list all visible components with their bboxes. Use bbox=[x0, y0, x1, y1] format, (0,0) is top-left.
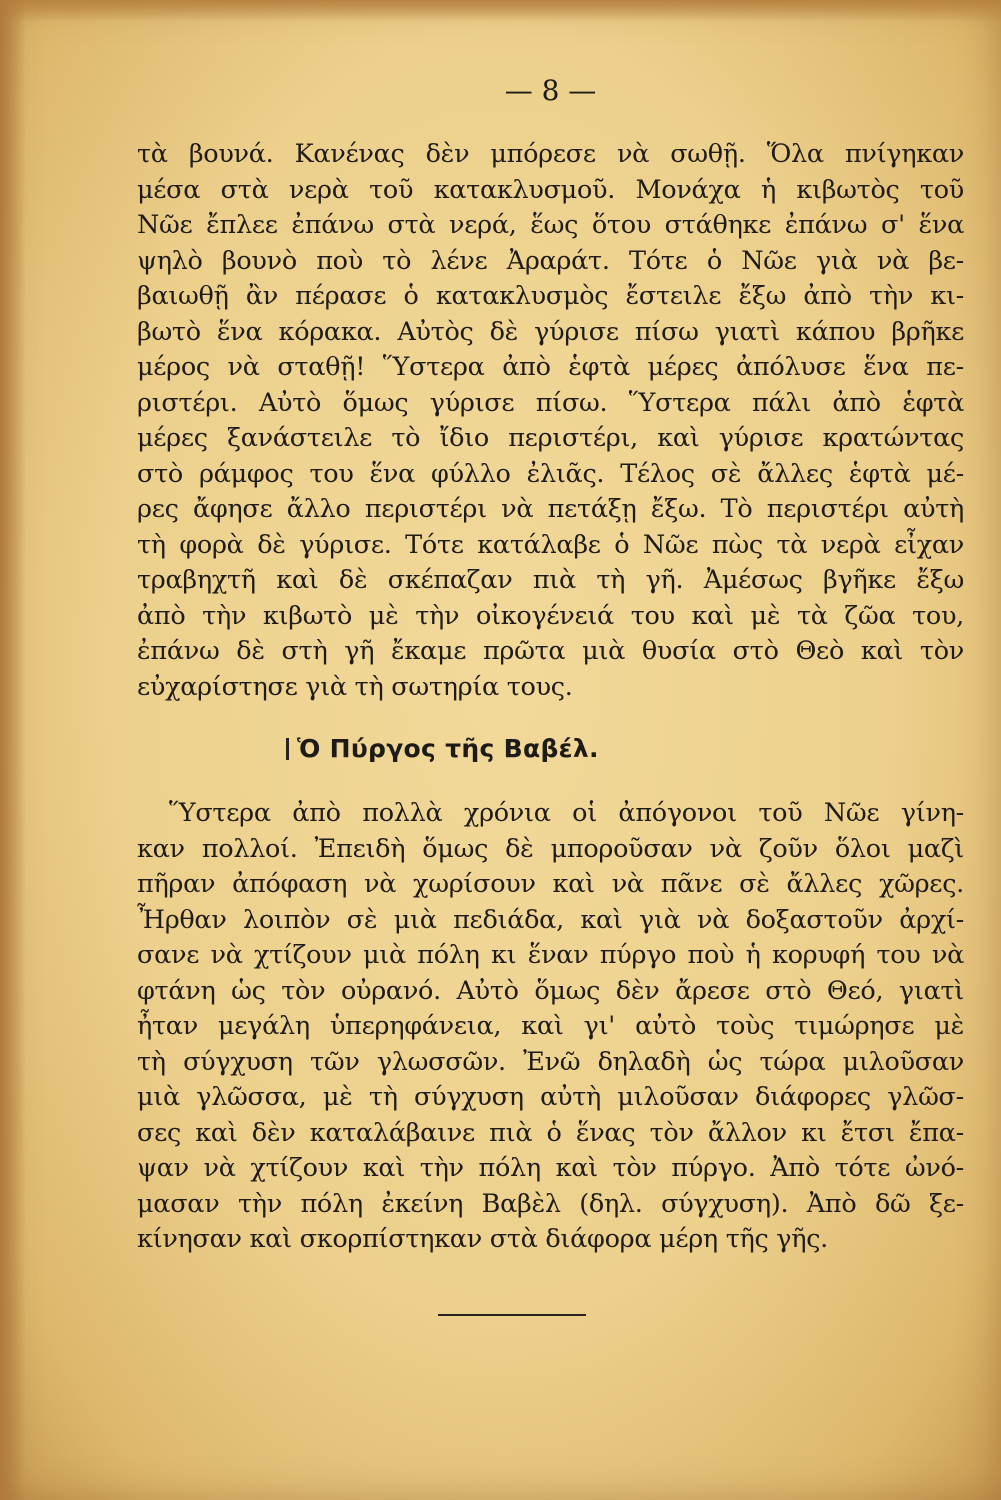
page-top-edge bbox=[0, 0, 1001, 22]
end-rule-divider bbox=[438, 1314, 586, 1316]
text-line: ἐπάνω δὲ στὴ γῆ ἔκαμε πρῶτα μιὰ θυσία στὸ Θεὸ καὶ τὸν bbox=[137, 636, 964, 666]
margin-mark bbox=[286, 738, 289, 760]
text-line: τραβηχτῆ καὶ δὲ σκέπαζαν πιὰ τὴ γῆ. Ἀμέσως βγῆκε ἔξω bbox=[137, 565, 964, 595]
page-number: — 8 — bbox=[504, 74, 597, 107]
text-line: μέρες ξανάστειλε τὸ ἴδιο περιστέρι, καὶ γύρισε κρατώντας bbox=[137, 423, 964, 453]
text-line: σανε νὰ χτίζουν μιὰ πόλη κι ἕναν πύργο ποὺ ἡ κορυφή του νὰ bbox=[137, 940, 964, 970]
text-line: εὐχαρίστησε γιὰ τὴ σωτηρία τους. bbox=[137, 671, 573, 702]
text-line: ἀπὸ τὴν κιβωτὸ μὲ τὴν οἰκογένειά του καὶ μὲ τὰ ζῶα του, bbox=[137, 600, 964, 631]
page-left-edge bbox=[0, 0, 26, 1500]
text-line: βαιωθῇ ἂν πέρασε ὁ κατακλυσμὸς ἔστειλε ἔξω ἀπὸ τὴν κι- bbox=[137, 281, 964, 311]
section-title: Ὁ Πύργος τῆς Βαβέλ. bbox=[297, 734, 599, 763]
text-line: μέσα στὰ νερὰ τοῦ κατακλυσμοῦ. Μονάχα ἡ κιβωτὸς τοῦ bbox=[137, 174, 964, 205]
text-line: ριστέρι. Αὐτὸ ὅμως γύρισε πίσω. Ὕστερα πάλι ἀπὸ ἑφτὰ bbox=[137, 387, 964, 418]
text-line: καν πολλοί. Ἐπειδὴ ὅμως δὲ μποροῦσαν νὰ ζοῦν ὅλοι μαζὶ bbox=[137, 833, 964, 864]
text-line: μέρος νὰ σταθῇ! Ὕστερα ἀπὸ ἑφτὰ μέρες ἀπόλυσε ἕνα πε- bbox=[137, 352, 964, 382]
text-line: στὸ ράμφος του ἕνα φύλλο ἐλιᾶς. Τέλος σὲ ἄλλες ἑφτὰ μέ- bbox=[137, 458, 964, 489]
text-line: κίνησαν καὶ σκορπίστηκαν στὰ διάφορα μέρη τῆς γῆς. bbox=[137, 1224, 828, 1254]
paragraph-babel-story bbox=[137, 796, 964, 1258]
text-line: ἦταν μεγάλη ὑπερηφάνεια, καὶ γι' αὐτὸ τοὺς τιμώρησε μὲ bbox=[137, 1011, 964, 1041]
text-line: ρες ἄφησε ἄλλο περιστέρι νὰ πετάξῃ ἔξω. Τὸ περιστέρι αὐτὴ bbox=[137, 494, 964, 524]
text-line: φτάνη ὡς τὸν οὐρανό. Αὐτὸ ὅμως δὲν ἄρεσε στὸ Θεό, γιατὶ bbox=[137, 975, 964, 1006]
text-line: σες καὶ δὲν καταλάβαινε πιὰ ὁ ἕνας τὸν ἄλλον κι ἔτσι ἔπα- bbox=[137, 1117, 964, 1148]
text-line: τὴ σύγχυση τῶν γλωσσῶν. Ἐνῶ δηλαδὴ ὡς τώρα μιλοῦσαν bbox=[137, 1046, 964, 1077]
text-line: Ὕστερα ἀπὸ πολλὰ χρόνια οἱ ἀπόγονοι τοῦ Νῶε γίνη- bbox=[169, 798, 964, 828]
text-line: ψαν νὰ χτίζουν καὶ τὴν πόλη καὶ τὸν πύργο. Ἀπὸ τότε ὠνό- bbox=[137, 1153, 964, 1183]
text-line: πῆραν ἀπόφαση νὰ χωρίσουν καὶ νὰ πᾶνε σὲ ἄλλες χῶρες. bbox=[137, 869, 964, 899]
text-line: Νῶε ἔπλεε ἐπάνω στὰ νερά, ἕως ὅτου στάθηκε ἐπάνω σ' ἕνα bbox=[137, 210, 964, 240]
text-line: τὰ βουνά. Κανένας δὲν μπόρεσε νὰ σωθῇ. Ὅλα πνίγηκαν bbox=[137, 139, 964, 169]
text-line: μιὰ γλῶσσα, μὲ τὴ σύγχυση αὐτὴ μιλοῦσαν διάφορες γλῶσ- bbox=[137, 1082, 964, 1112]
section-heading-tower-of-babel bbox=[286, 734, 599, 763]
text-line: ψηλὸ βουνὸ ποὺ τὸ λένε Ἀραράτ. Τότε ὁ Νῶε γιὰ νὰ βε- bbox=[137, 245, 964, 276]
paragraph-flood-story bbox=[137, 137, 964, 705]
text-line: βωτὸ ἕνα κόρακα. Αὐτὸς δὲ γύρισε πίσω γιατὶ κάπου βρῆκε bbox=[137, 316, 964, 347]
text-line: Ἦρθαν λοιπὸν σὲ μιὰ πεδιάδα, καὶ γιὰ νὰ δοξαστοῦν ἀρχί- bbox=[137, 904, 964, 935]
text-line: μασαν τὴν πόλη ἐκείνη Βαβὲλ (δηλ. σύγχυση). Ἀπὸ δῶ ξε- bbox=[137, 1188, 964, 1219]
text-line: τὴ φορὰ δὲ γύρισε. Τότε κατάλαβε ὁ Νῶε πὼς τὰ νερὰ εἶχαν bbox=[137, 529, 964, 560]
